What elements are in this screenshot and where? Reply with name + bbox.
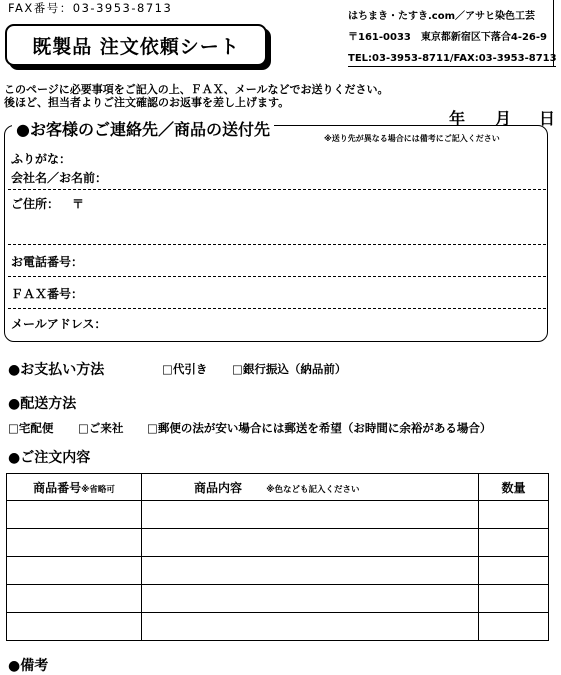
- company-name-label[interactable]: 会社名／お名前：: [11, 171, 108, 185]
- order-table: [6, 473, 549, 641]
- furigana-label: ふりがな：: [11, 152, 72, 166]
- company-phone-fax: TEL:03-3953-8711/FAX:03-3953-8713: [348, 53, 557, 64]
- company-info: [348, 6, 558, 69]
- fax-number-top: FAX番号：03-3953-8713: [8, 1, 173, 15]
- postal-mark: 〒: [72, 197, 85, 211]
- order-table-header: [7, 474, 549, 501]
- fax-label[interactable]: ＦＡＸ番号：: [11, 287, 84, 301]
- delivery-option-post[interactable]: □郵便の法が安い場合には郵送を希望（お時間に余裕がある場合）: [147, 421, 492, 435]
- table-row: [7, 613, 549, 641]
- company-name: はちまき・たすき.com／アサヒ染色工芸: [348, 11, 536, 22]
- contact-section-note: ※送り先が異なる場合には備考にご記入ください: [324, 134, 500, 143]
- date-day-label: 日: [539, 109, 556, 128]
- col-content: [142, 474, 479, 501]
- phone-label[interactable]: お電話番号：: [11, 255, 84, 269]
- payment-option-bank[interactable]: □銀行振込（納品前）: [232, 362, 347, 376]
- company-address: 〒161-0033 東京都新宿区下落合4-26-9: [348, 32, 547, 43]
- table-row: [7, 501, 549, 529]
- cell-qty[interactable]: [479, 585, 549, 613]
- col-content-label: 商品内容: [194, 480, 243, 495]
- divider: [8, 189, 546, 190]
- cell-product-no[interactable]: [7, 613, 142, 641]
- company-divider: [348, 66, 556, 67]
- page-title-box: [5, 24, 267, 66]
- cell-content[interactable]: [142, 557, 479, 585]
- instructions-line-1: このページに必要事項をご記入の上、ＦＡＸ、メールなどでお送りください。: [4, 83, 389, 96]
- instructions-line-2: 後ほど、担当者よりご注文確認のお返事を差し上げます。: [4, 96, 290, 109]
- payment-option-cod[interactable]: □代引き: [162, 362, 208, 376]
- cell-qty[interactable]: [479, 557, 549, 585]
- delivery-option-pickup[interactable]: □ご来社: [78, 421, 124, 435]
- divider: [8, 244, 546, 245]
- contact-section-title: ●お客様のご連絡先／商品の送付先: [12, 117, 274, 140]
- delivery-option-courier[interactable]: □宅配便: [8, 421, 54, 435]
- cell-product-no[interactable]: [7, 501, 142, 529]
- col-product-no-label: 商品番号: [33, 480, 82, 495]
- cell-product-no[interactable]: [7, 557, 142, 585]
- contact-section-box: [4, 125, 548, 342]
- order-title: ●ご注文内容: [8, 450, 91, 466]
- company-vertical-rule: [553, 0, 554, 67]
- col-product-no-note: ※省略可: [81, 484, 115, 495]
- cell-qty[interactable]: [479, 501, 549, 529]
- cell-product-no[interactable]: [7, 585, 142, 613]
- cell-product-no[interactable]: [7, 529, 142, 557]
- cell-content[interactable]: [142, 501, 479, 529]
- remarks-title: ●備考: [8, 658, 49, 674]
- table-row: [7, 585, 549, 613]
- date-month-label: 月: [495, 109, 512, 128]
- col-qty: 数量: [479, 474, 549, 501]
- cell-content[interactable]: [142, 529, 479, 557]
- cell-content[interactable]: [142, 585, 479, 613]
- table-row: [7, 529, 549, 557]
- cell-content[interactable]: [142, 613, 479, 641]
- page-title: 既製品 注文依頼シート: [32, 35, 240, 58]
- date-year-label: 年: [449, 109, 466, 128]
- cell-qty[interactable]: [479, 613, 549, 641]
- instructions: [4, 83, 389, 109]
- divider: [8, 308, 546, 309]
- address-label[interactable]: ご住所：: [11, 197, 60, 211]
- table-row: [7, 557, 549, 585]
- delivery-title: ●配送方法: [8, 396, 77, 412]
- email-label[interactable]: メールアドレス：: [11, 317, 107, 331]
- cell-qty[interactable]: [479, 529, 549, 557]
- col-content-note: ※色なども記入ください: [266, 484, 360, 495]
- divider: [8, 276, 546, 277]
- col-product-no: [7, 474, 142, 501]
- payment-title: ●お支払い方法: [8, 362, 105, 378]
